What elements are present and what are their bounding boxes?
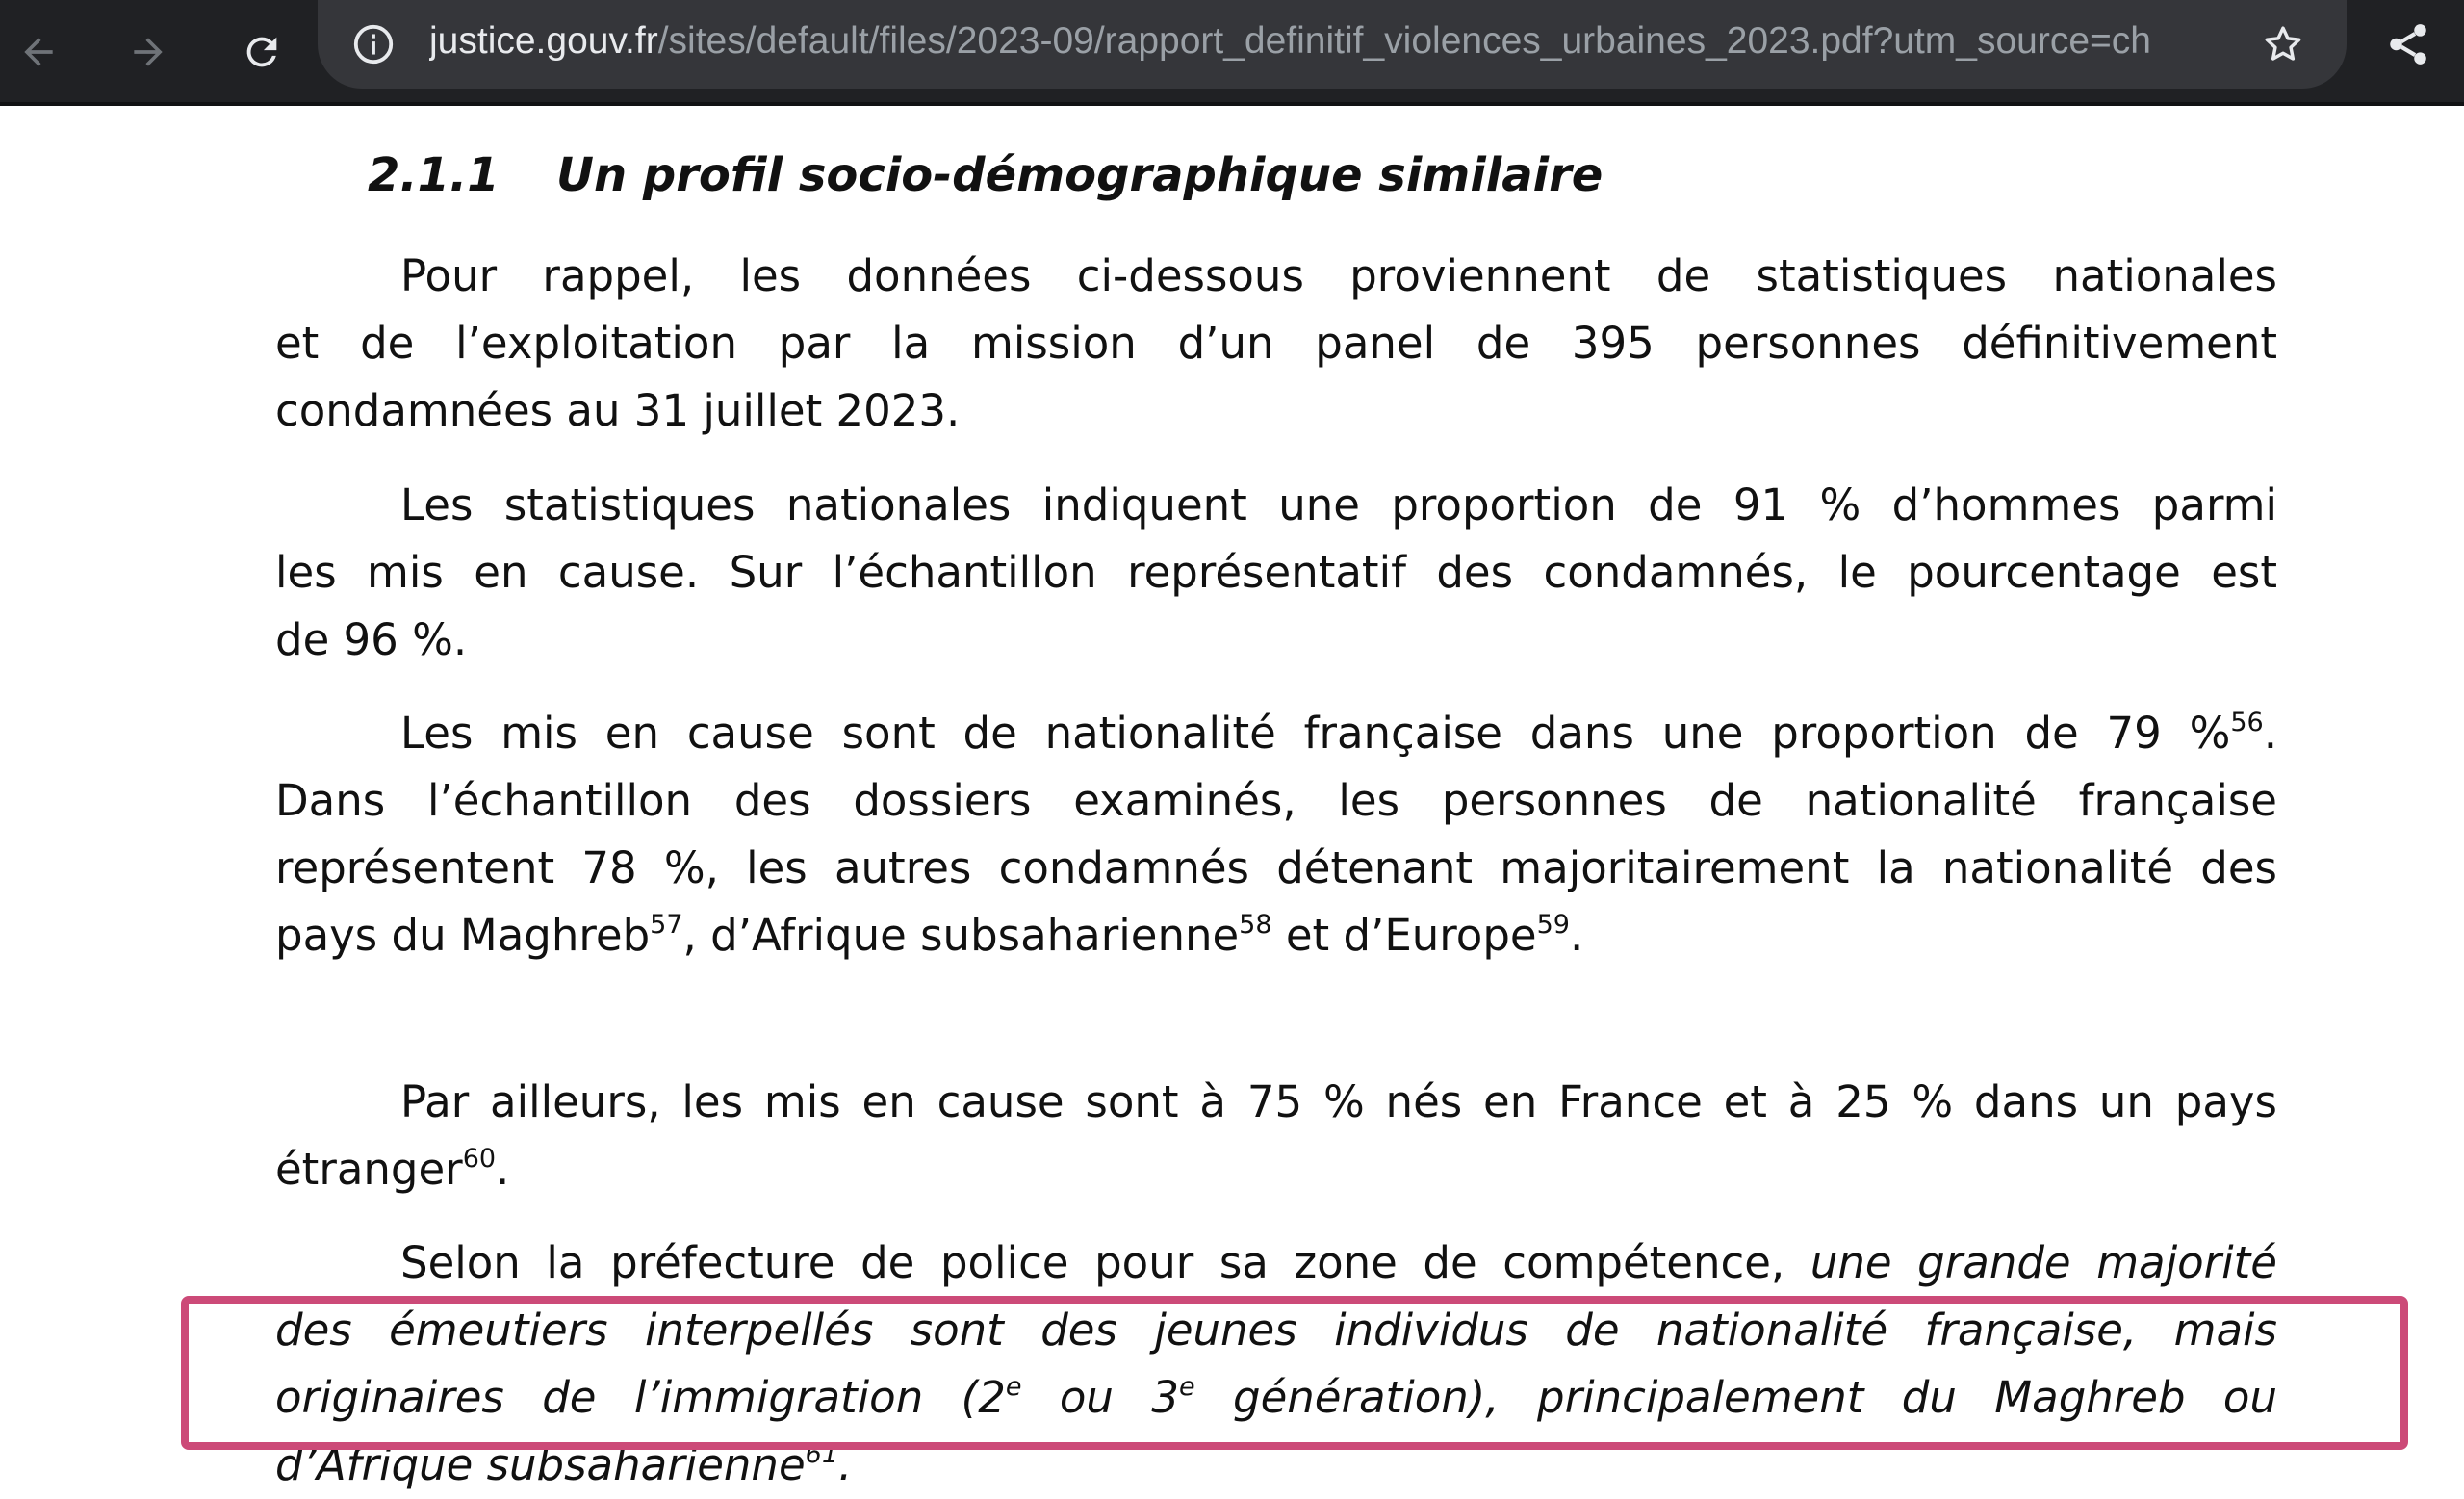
footnote-ref-60[interactable]: 60: [462, 1144, 497, 1174]
footnote-ref-56[interactable]: 56: [2230, 708, 2264, 737]
forward-button[interactable]: [110, 13, 187, 90]
paragraph-4: [275, 1069, 2277, 1203]
punctuation: .: [1569, 910, 1584, 961]
paragraph-line: Pour rappel, les données ci-dessous proviennent de statistiques nationales: [400, 250, 2277, 301]
paragraph-line: [275, 1229, 2277, 1297]
line-text: génération), principalement du Maghreb ou: [1194, 1372, 2277, 1423]
ordinal-suffix: e: [1005, 1372, 1022, 1402]
quoted-line: [275, 1364, 2277, 1432]
paragraph-line: et de l’exploitation par la mission d’un panel de 395 personnes définitivement: [275, 318, 2277, 369]
info-icon: [351, 22, 396, 66]
arrow-left-icon: [17, 31, 60, 73]
pdf-page: [0, 106, 2464, 1490]
paragraph-line: Les statistiques nationales indiquent une proportion de 91 % d’hommes parmi: [400, 479, 2277, 530]
footnote-ref-58[interactable]: 58: [1239, 910, 1272, 940]
quoted-line: des émeutiers interpellés sont des jeunes individus de nationalité française, mais: [275, 1305, 2277, 1356]
line-text: Selon la préfecture de police pour sa zone de compétence,: [400, 1237, 1810, 1288]
punctuation: .: [496, 1144, 510, 1195]
line-text: pays du Maghreb: [275, 910, 651, 961]
quoted-text: une grande majorité: [1810, 1237, 2277, 1288]
paragraph-line: Dans l’échantillon des dossiers examinés, les personnes de nationalité française: [275, 775, 2277, 826]
bookmark-button[interactable]: [2254, 15, 2312, 73]
quoted-line: [275, 1432, 2277, 1499]
reload-button[interactable]: [223, 13, 300, 90]
reload-icon: [240, 30, 284, 74]
line-text: , d’Afrique subsaharienne: [682, 910, 1240, 961]
punctuation: .: [838, 1439, 853, 1490]
paragraph-line: représentent 78 %, les autres condamnés détenant majoritairement la nationalité des: [275, 842, 2277, 893]
site-info-button[interactable]: [346, 17, 400, 71]
line-text: Les mis en cause sont de nationalité française dans une proportion de 79 %: [400, 708, 2231, 759]
punctuation: .: [2263, 708, 2277, 759]
section-heading: [368, 144, 1603, 206]
paragraph-line: de 96 %.: [275, 614, 468, 665]
paragraph-line: [275, 902, 2277, 969]
arrow-right-icon: [127, 31, 169, 73]
paragraph-2: [275, 472, 2277, 674]
star-icon: [2261, 22, 2305, 66]
ordinal-suffix: e: [1178, 1372, 1195, 1402]
line-text: originaires de l’immigration (2: [275, 1372, 1006, 1423]
url-domain: justice.gouv.fr: [429, 20, 658, 62]
paragraph-line: [275, 1136, 2277, 1203]
back-button[interactable]: [0, 13, 77, 90]
line-text: ou 3: [1021, 1372, 1179, 1423]
line-text: étranger: [275, 1144, 463, 1195]
footnote-ref-61[interactable]: 61: [805, 1439, 838, 1469]
url-path: /sites/default/files/2023-09/rapport_definitif_violences_urbaines_2023.pdf?utm_source=ch: [657, 20, 2151, 62]
footnote-ref-59[interactable]: 59: [1536, 910, 1570, 940]
address-bar[interactable]: [318, 0, 2347, 89]
paragraph-1: [275, 243, 2277, 445]
line-text: d’Afrique subsaharienne: [275, 1439, 806, 1490]
section-title: Un profil socio-démographique similaire: [556, 148, 1604, 202]
paragraph-line: condamnées au 31 juillet 2023.: [275, 385, 961, 436]
share-icon: [2384, 20, 2432, 68]
browser-toolbar: [0, 0, 2464, 106]
paragraph-5: [275, 1229, 2277, 1499]
share-button[interactable]: [2370, 6, 2447, 83]
paragraph-line: les mis en cause. Sur l’échantillon représentatif des condamnés, le pourcentage est: [275, 547, 2277, 598]
url-text[interactable]: [429, 16, 2239, 66]
line-text: et d’Europe: [1271, 910, 1537, 961]
footnote-ref-57[interactable]: 57: [650, 910, 683, 940]
paragraph-line: [275, 700, 2277, 767]
paragraph-line: Par ailleurs, les mis en cause sont à 75 % nés en France et à 25 % dans un pays: [400, 1076, 2277, 1127]
section-number: 2.1.1: [368, 148, 500, 202]
paragraph-3: [275, 700, 2277, 969]
